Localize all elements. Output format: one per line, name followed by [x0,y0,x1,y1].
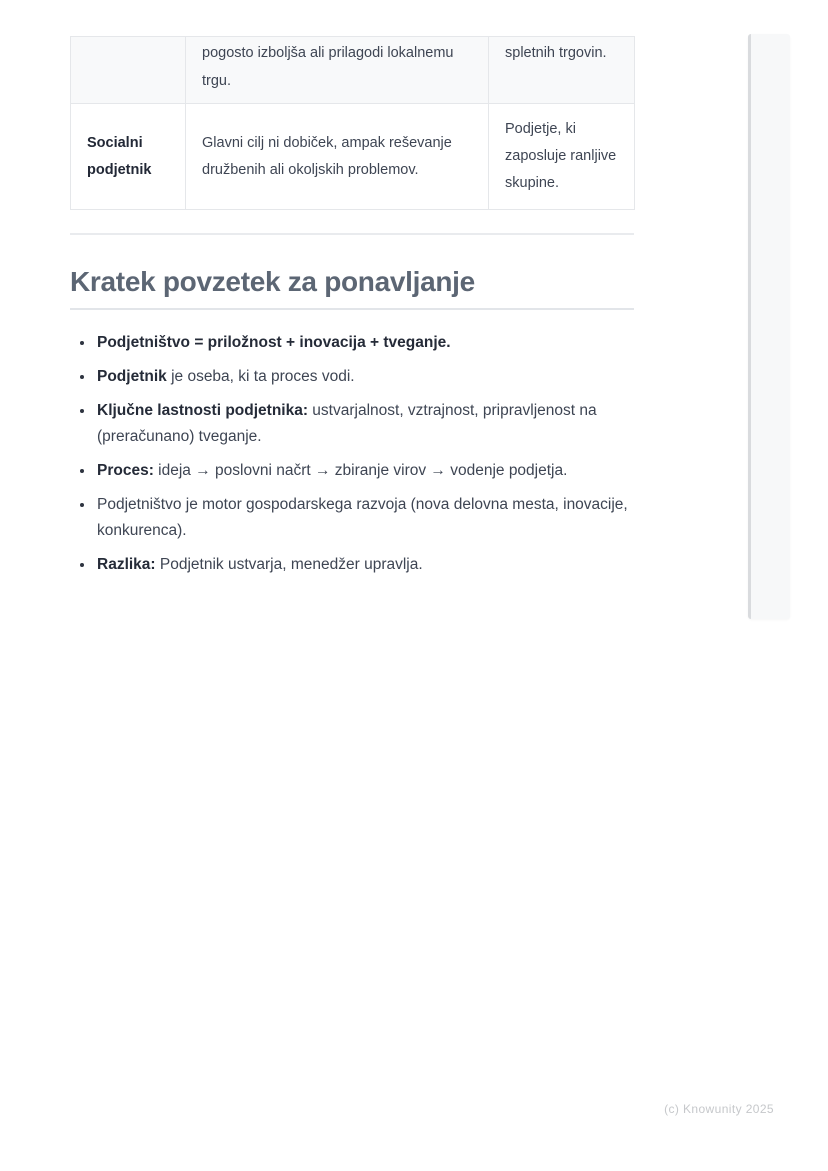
table-cell-example: Podjetje, ki zaposluje ranljive skupine. [489,104,635,210]
bullet-bold-text: Podjetnik [97,368,167,385]
table-cell-description: Glavni cilj ni dobiček, ampak reševanje družbenih ali okoljskih problemov. [186,104,489,210]
summary-list-item [95,458,634,484]
title-underline [70,308,634,310]
bullet-bold-text: Razlika: [97,556,156,573]
bullet-bold-text: Podjetništvo = priložnost + inovacija + tveganje. [97,334,451,351]
table-row [71,37,635,104]
bullet-text: je oseba, ki ta proces vodi. [166,368,355,385]
bullet-bold-text: Proces: [97,462,154,479]
summary-list-item [95,364,634,390]
next-page-edge[interactable] [748,34,790,619]
bullet-text: ideja → poslovni načrt → zbiranje virov → vodenje podjetja. [153,462,568,479]
section-title: Kratek povzetek za ponavljanje [70,266,475,297]
bullet-text: Podjetništvo je motor gospodarskega razvoja (nova delovna mesta, inovacije, konkurenca). [97,496,628,539]
copyright-watermark: (c) Knowunity 2025 [664,1102,774,1116]
document-content [70,36,634,586]
summary-list-item [95,330,634,356]
summary-list-item [95,398,634,450]
entrepreneur-types-table [70,36,635,210]
summary-list [70,330,634,578]
table-cell-term: Socialni podjetnik [71,104,186,210]
table-cell-example: spletnih trgovin. [489,37,635,104]
bullet-text: ustvarjalnost, vztrajnost, pripravljenost na (preračunano) tveganje. [97,402,597,445]
table-cell-term [71,37,186,104]
summary-list-item [95,492,634,544]
bullet-bold-text: Ključne lastnosti podjetnika: [97,402,308,419]
table-cell-description: pogosto izboljša ali prilagodi lokalnemu trgu. [186,37,489,104]
bullet-text: Podjetnik ustvarja, menedžer upravlja. [155,556,423,573]
section-divider [70,233,634,235]
table-row [71,104,635,210]
summary-list-item [95,552,634,578]
